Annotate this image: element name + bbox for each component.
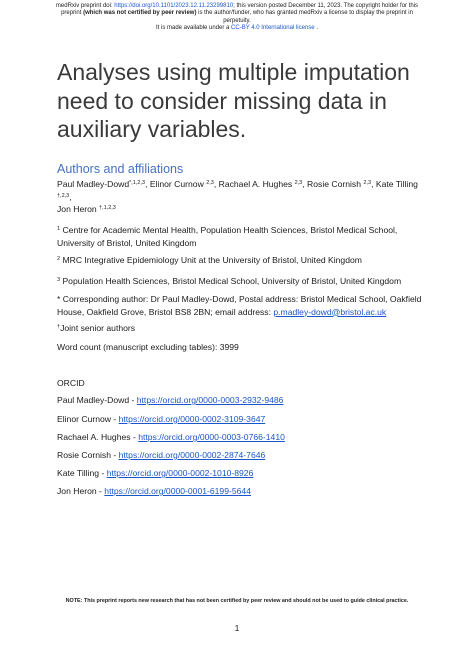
preprint-header-line-3: perpetuity. xyxy=(223,17,251,24)
orcid-link[interactable]: https://orcid.org/0000-0001-6199-5644 xyxy=(104,486,251,496)
doi-link[interactable]: https://doi.org/10.1101/2023.12.11.23299810 xyxy=(114,3,234,9)
license-link[interactable]: CC-BY 4.0 International license xyxy=(231,25,315,32)
preprint-header-line-2: preprint (which was not certified by peer review) is the author/funder, who has granted medRxiv a license to display the preprint in xyxy=(61,10,413,17)
corresponding-author: * Corresponding author: Dr Paul Madley-Dowd, Postal address: Bristol Medical School, Oakfield House, Oakfield Grove, Bristol BS8 2BN; email address: p.madley-dowd@bristol.ac.uk xyxy=(57,294,422,317)
paper-title: Analyses using multiple imputation need to consider missing data in auxiliary variables. xyxy=(57,59,410,142)
orcid-heading: ORCID xyxy=(57,378,85,388)
license-line: It is made available under a CC-BY 4.0 International license . xyxy=(156,25,318,32)
orcid-link[interactable]: https://orcid.org/0000-0002-1010-8926 xyxy=(106,468,254,478)
orcid-entry: Elinor Curnow - https://orcid.org/0000-0002-3109-3647 xyxy=(57,414,266,424)
joint-senior-note: †Joint senior authors xyxy=(57,323,136,333)
author: Paul Madley-Dowd$^{*,1,2,3}$, xyxy=(57,179,150,189)
author-list xyxy=(57,178,427,216)
orcid-link[interactable]: https://orcid.org/0000-0002-3109-3647 xyxy=(118,414,266,424)
word-count: Word count (manuscript excluding tables): 3999 xyxy=(57,342,239,352)
orcid-link[interactable]: https://orcid.org/0000-0003-2932-9486 xyxy=(136,395,284,405)
peer-review-note: NOTE: This preprint reports new research that has not been certified by peer review and should not be used to guide clinical practice. xyxy=(65,598,409,604)
orcid-entry: Rosie Cornish - https://orcid.org/0000-0002-2874-7646 xyxy=(57,450,266,460)
section-heading-authors: Authors and affiliations xyxy=(57,162,184,176)
orcid-entry: Jon Heron - https://orcid.org/0000-0001-6199-5644 xyxy=(57,486,251,496)
affiliation-2: $^2$ MRC Integrative Epidemiology Unit at the University of Bristol, United Kingdom xyxy=(57,255,362,265)
author: Rachael A. Hughes $^{2,3}$, xyxy=(218,179,308,189)
orcid-entry: Rachael A. Hughes - https://orcid.org/0000-0003-0766-1410 xyxy=(57,432,285,442)
orcid-entry: Kate Tilling - https://orcid.org/0000-0002-1010-8926 xyxy=(57,468,254,478)
affiliation-1: $^1$ Centre for Academic Mental Health, Population Health Sciences, Bristol Medical School, University of Bristol, United Kingdom xyxy=(57,225,398,248)
orcid-entry: Paul Madley-Dowd - https://orcid.org/0000-0003-2932-9486 xyxy=(57,395,284,405)
orcid-link[interactable]: https://orcid.org/0000-0002-2874-7646 xyxy=(118,450,266,460)
preprint-header-line-1: medRxiv preprint doi: https://doi.org/10.1101/2023.12.11.23299810; this version posted December 11, 2023. The copyright holder for this xyxy=(55,3,419,9)
author: Jon Heron $^{\dagger,1,2,3}$ xyxy=(57,204,116,215)
author: Elinor Curnow $^{2,3}$, xyxy=(149,179,219,189)
orcid-link[interactable]: https://orcid.org/0000-0003-0766-1410 xyxy=(138,432,285,442)
email-link[interactable]: p.madley-dowd@bristol.ac.uk xyxy=(273,306,387,317)
author: Kate Tilling $^{\dagger,2,3}$, xyxy=(57,179,418,202)
author: Rosie Cornish $^{2,3}$, xyxy=(307,179,376,189)
affiliation-3: $^3$ Population Health Sciences, Bristol Medical School, University of Bristol, United Kingdom xyxy=(57,276,402,286)
page-number: 1 xyxy=(234,623,240,633)
